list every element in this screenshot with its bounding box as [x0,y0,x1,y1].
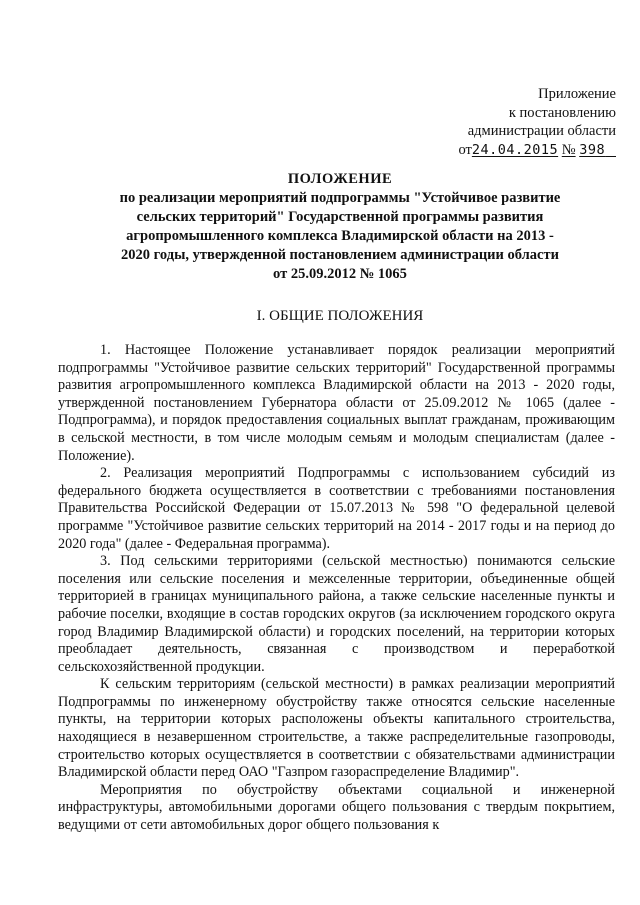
appendix-date-number [458,141,616,160]
section-heading: I. ОБЩИЕ ПОЛОЖЕНИЯ [256,308,424,324]
decree-date: 24.04.2015 [471,141,559,158]
paragraph: 1. Настоящее Положение устанавливает порядок реализации мероприятий подпрограммы "Устойчивое развитие сельских территорий" Государственной программы развития агропромышленного комплекса Владимирской области на 2013 - 2020 годы, утвержденной постановлением Губернатора области от 25.09.2012 № 1065 (далее - Подпрограмма), и порядок предоставления социальных выплат гражданам, проживающим в сельской местности, в том числе молодым семьям и молодым специалистам (далее - Положение). [58,342,615,464]
title-line-3: агропромышленного комплекса Владимирской области на 2013 - [126,228,554,244]
appendix-line-1: Приложение [538,86,616,102]
appendix-line-2: к постановлению [508,104,616,121]
paragraph: Мероприятия по обустройству объектами социальной и инженерной инфраструктуры, автомобильными дорогами общего пользования с твердым покрытием, ведущими от сети автомобильных дорог общего пользования к [58,781,615,834]
title-line-1: по реализации мероприятий подпрограммы "Устойчивое развитие [119,190,561,206]
title-line-4: 2020 годы, утвержденной постановлением администрации области [121,247,559,263]
decree-number: 398 [579,141,606,158]
paragraph: 3. Под сельскими территориями (сельской местностью) понимаются сельские поселения или сельские поселения и межселенные территории, объединенные общей территорией в границах муниципального района, а также сельские населенные пункты и рабочие поселки, входящие в состав городских округов (за исключением городского округа город Владимир Владимирской области) и городских поселений, на территории которых преобладает деятельность, связанная с производством и переработкой сельскохозяйственной продукции. [58,553,615,675]
paragraph: 2. Реализация мероприятий Подпрограммы с использованием субсидий из федерального бюджета осуществляется в соответствии с требованиями постановления Правительства Российской Федерации от 15.07.2013 № 598 "О федеральной целевой программе "Устойчивое развитие сельских территорий на 2014 - 2017 годы и на период до 2020 года" (далее - Федеральная программа). [58,465,615,552]
appendix-line-3: администрации области [467,123,616,139]
title-heading: ПОЛОЖЕНИЕ [287,171,393,187]
date-prefix: от [458,141,472,158]
number-prefix: № [561,141,576,158]
appendix-block [458,85,616,159]
title-line-5: от 25.09.2012 № 1065 [273,266,407,282]
title-line-2: сельских территорий" Государственной программы развития [136,209,544,225]
document-title [60,170,620,284]
paragraph: К сельским территориям (сельской местности) в рамках реализации мероприятий Подпрограммы по инженерному обустройству также относятся сельские населенные пункты, на территории которых расположены объекты капитального строительства, находящиеся в незавершенном строительстве, а также распределительные газопроводы, строительство которых осуществляется в соответствии с обязательствами администрации Владимирской области перед ОАО "Газпром газораспределение Владимир". [58,676,615,781]
document-body [58,342,615,835]
